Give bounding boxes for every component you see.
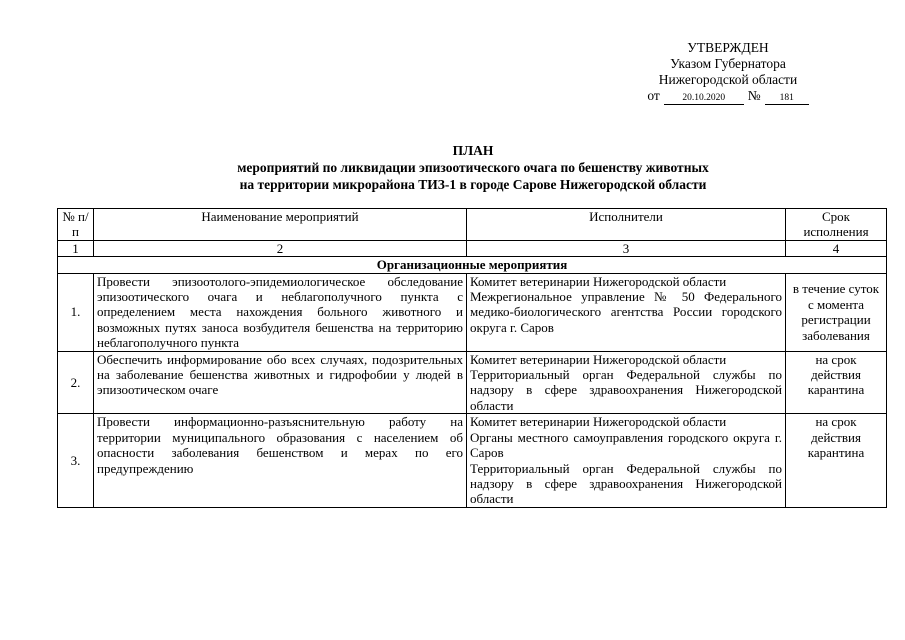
table-row <box>58 273 887 351</box>
approval-decree: Указом Губернатора <box>670 56 786 71</box>
executor: Комитет ветеринарии Нижегородской области <box>470 414 727 430</box>
table-row <box>58 414 887 507</box>
row-number: 2. <box>58 351 94 414</box>
document-title <box>150 142 796 193</box>
approval-from-label: от <box>647 88 660 103</box>
plan-table <box>57 208 887 508</box>
approval-title: УТВЕРЖДЕН <box>687 40 769 55</box>
row-term: в течение суток с момента регистрации заболевания <box>786 273 887 351</box>
approval-number: 181 <box>765 92 809 105</box>
approval-block <box>628 40 828 105</box>
row-number: 1. <box>58 273 94 351</box>
title-line-3: на территории микрорайона ТИЗ-1 в городе Сарове Нижегородской области <box>239 177 707 192</box>
table-column-numbers-row <box>58 240 887 256</box>
column-number-4: 4 <box>786 240 887 256</box>
header-executors: Исполнители <box>467 209 786 241</box>
executor: Комитет ветеринарии Нижегородской области <box>470 351 727 367</box>
approval-signature-line <box>628 88 828 105</box>
column-number-2: 2 <box>94 240 467 256</box>
row-action: Провести информационно-разъяснительную работу на территории муниципального образования с населением об опасности заболевания бешенством и мерах по его предупреждению <box>94 414 467 507</box>
approval-region: Нижегородской области <box>658 72 798 87</box>
column-number-3: 3 <box>467 240 786 256</box>
executor: Органы местного самоуправления городского округа г. Саров <box>470 429 782 461</box>
column-number-1: 1 <box>58 240 94 256</box>
row-term: на срок действия карантина <box>786 351 887 414</box>
approval-number-label: № <box>747 88 761 103</box>
row-executors <box>467 273 786 351</box>
executor: Территориальный орган Федеральной службы по надзору в сфере здравоохранения Нижегородской области <box>470 367 782 413</box>
title-plan: ПЛАН <box>452 143 494 158</box>
row-term: на срок действия карантина <box>786 414 887 507</box>
header-number: № п/п <box>58 209 94 241</box>
row-executors <box>467 414 786 507</box>
executor: Территориальный орган Федеральной службы по надзору в сфере здравоохранения Нижегородской области <box>470 460 782 507</box>
header-action: Наименование мероприятий <box>94 209 467 241</box>
section-title: Организационные мероприятия <box>58 257 887 273</box>
executor: Межрегиональное управление № 50 Федерального медико-биологического агентства России городского округа г. Саров <box>470 289 782 335</box>
approval-date: 20.10.2020 <box>664 92 744 105</box>
executor: Комитет ветеринарии Нижегородской области <box>470 273 727 289</box>
row-executors <box>467 351 786 414</box>
title-line-2: мероприятий по ликвидации эпизоотического очага по бешенству животных <box>237 160 709 175</box>
row-action: Обеспечить информирование обо всех случаях, подозрительных на заболевание бешенства животных и гидрофобии у людей в эпизоотическом очаге <box>94 351 467 414</box>
row-action: Провести эпизоотолого-эпидемиологическое обследование эпизоотического очага и неблагополучного пункта с определением места нахождения больного животного и возможных путях заноса возбудителя бешенства на территорию неблагополучного пункта <box>94 273 467 351</box>
row-number: 3. <box>58 414 94 507</box>
table-header-row <box>58 209 887 241</box>
section-row <box>58 257 887 273</box>
header-term: Срок исполнения <box>786 209 887 241</box>
table-row <box>58 351 887 414</box>
